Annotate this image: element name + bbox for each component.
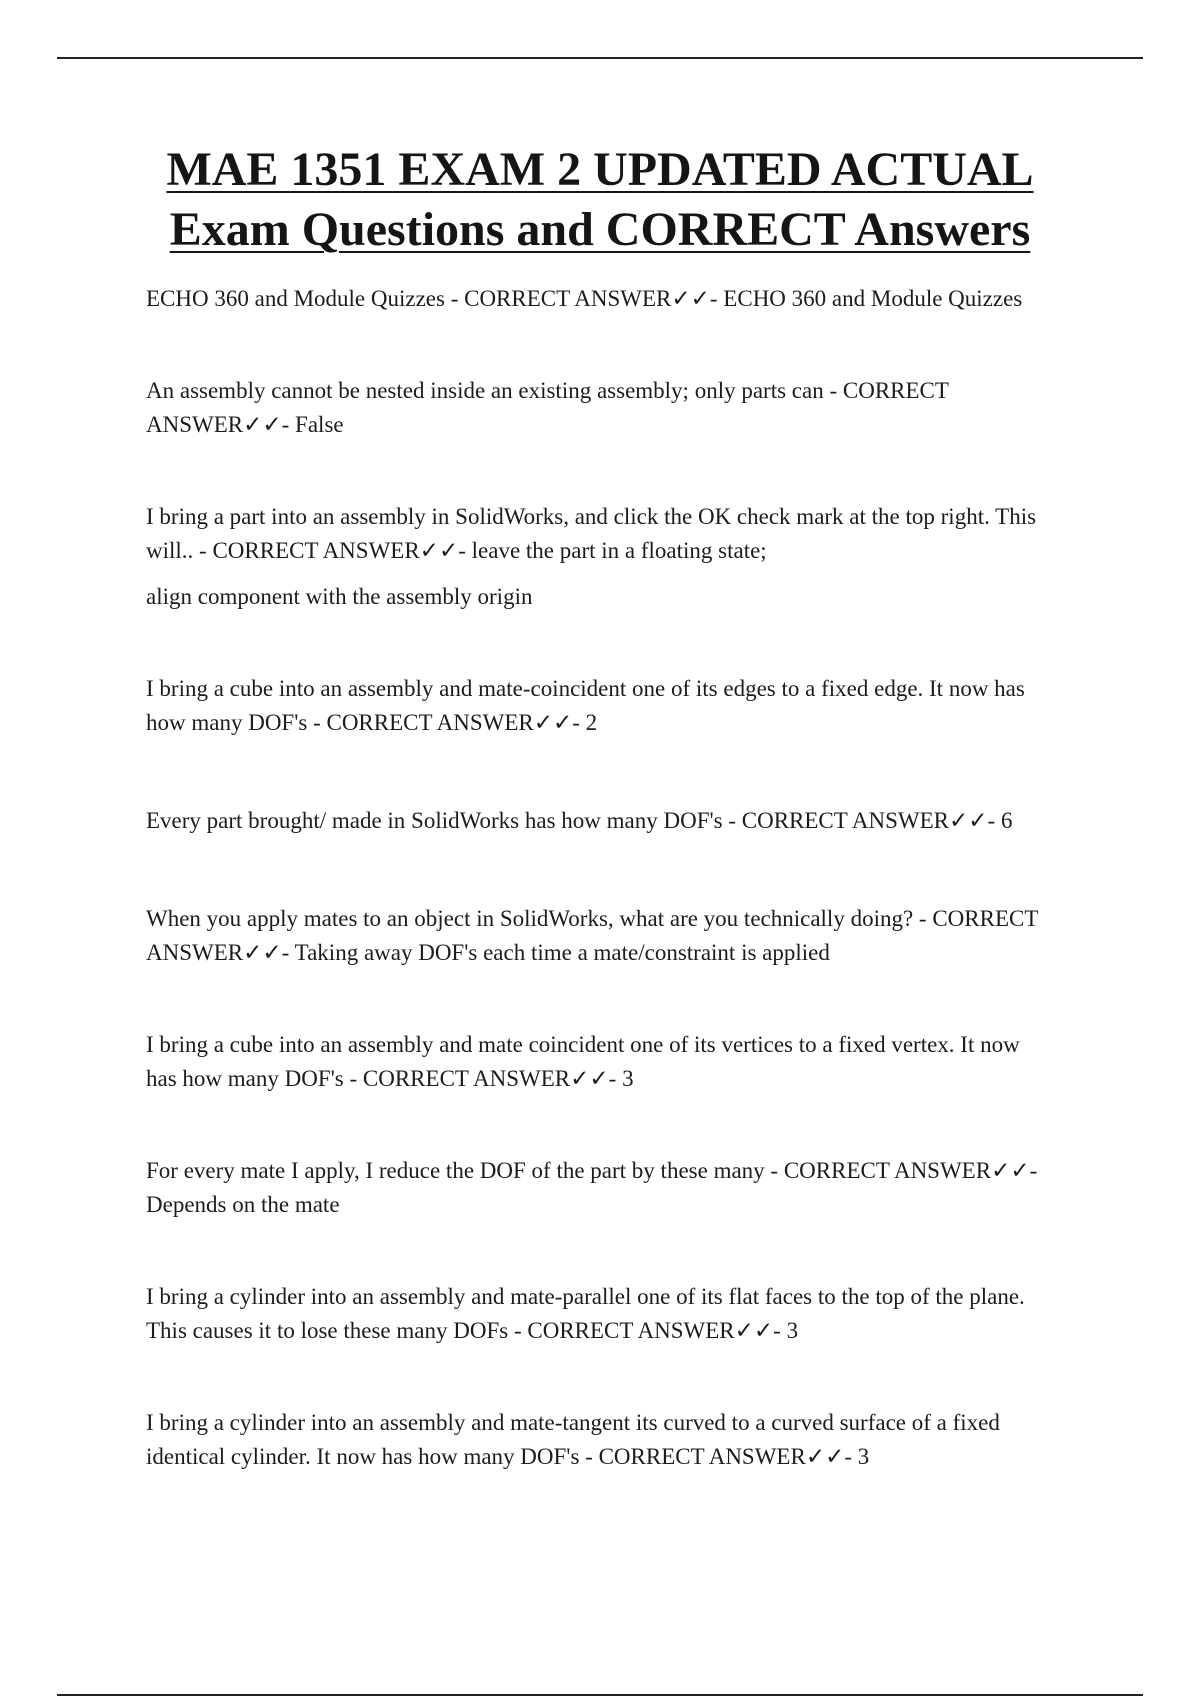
qa-item [146, 1406, 1056, 1474]
qa-text: For every mate I apply, I reduce the DOF of the part by these many - CORRECT ANSWER✓✓- Depends on the mate [146, 1158, 1038, 1217]
qa-text: ECHO 360 and Module Quizzes - CORRECT ANSWER✓✓- ECHO 360 and Module Quizzes [146, 286, 1023, 311]
bottom-rule [57, 1694, 1143, 1696]
qa-item [146, 1028, 1056, 1096]
title-line-2: Exam Questions and CORRECT Answers [169, 203, 1031, 256]
qa-text: An assembly cannot be nested inside an existing assembly; only parts can - CORRECT ANSWER✓✓- False [146, 378, 949, 437]
qa-item [146, 374, 1056, 442]
qa-text: I bring a cylinder into an assembly and mate-tangent its curved to a curved surface of a fixed identical cylinder. It now has how many DOF's - CORRECT ANSWER✓✓- 3 [146, 1410, 1000, 1469]
qa-item [146, 902, 1056, 970]
qa-text: I bring a cube into an assembly and mate coincident one of its vertices to a fixed vertex. It now has how many DOF's - CORRECT ANSWER✓✓- 3 [146, 1032, 1020, 1091]
qa-text: I bring a cylinder into an assembly and mate-parallel one of its flat faces to the top of the plane. This causes it to lose these many DOFs - CORRECT ANSWER✓✓- 3 [146, 1284, 1025, 1343]
qa-text-continued: align component with the assembly origin [146, 584, 533, 609]
qa-text: I bring a part into an assembly in SolidWorks, and click the OK check mark at the top right. This will.. - CORRECT ANSWER✓✓- leave the part in a floating state; [146, 504, 1037, 563]
qa-text: I bring a cube into an assembly and mate-coincident one of its edges to a fixed edge. It now has how many DOF's - CORRECT ANSWER✓✓- 2 [146, 676, 1025, 735]
qa-item [146, 672, 1056, 740]
top-rule [57, 57, 1143, 59]
qa-text: When you apply mates to an object in SolidWorks, what are you technically doing? - CORRECT ANSWER✓✓- Taking away DOF's each time a mate/constraint is applied [146, 906, 1038, 965]
qa-item [146, 282, 1056, 316]
qa-item [146, 500, 1056, 614]
page-title [100, 140, 1100, 260]
qa-item [146, 804, 1056, 838]
question-answer-list [146, 282, 1056, 1474]
qa-item [146, 1154, 1056, 1222]
qa-item [146, 1280, 1056, 1348]
qa-text: Every part brought/ made in SolidWorks has how many DOF's - CORRECT ANSWER✓✓- 6 [146, 808, 1013, 833]
title-line-1: MAE 1351 EXAM 2 UPDATED ACTUAL [166, 143, 1034, 196]
